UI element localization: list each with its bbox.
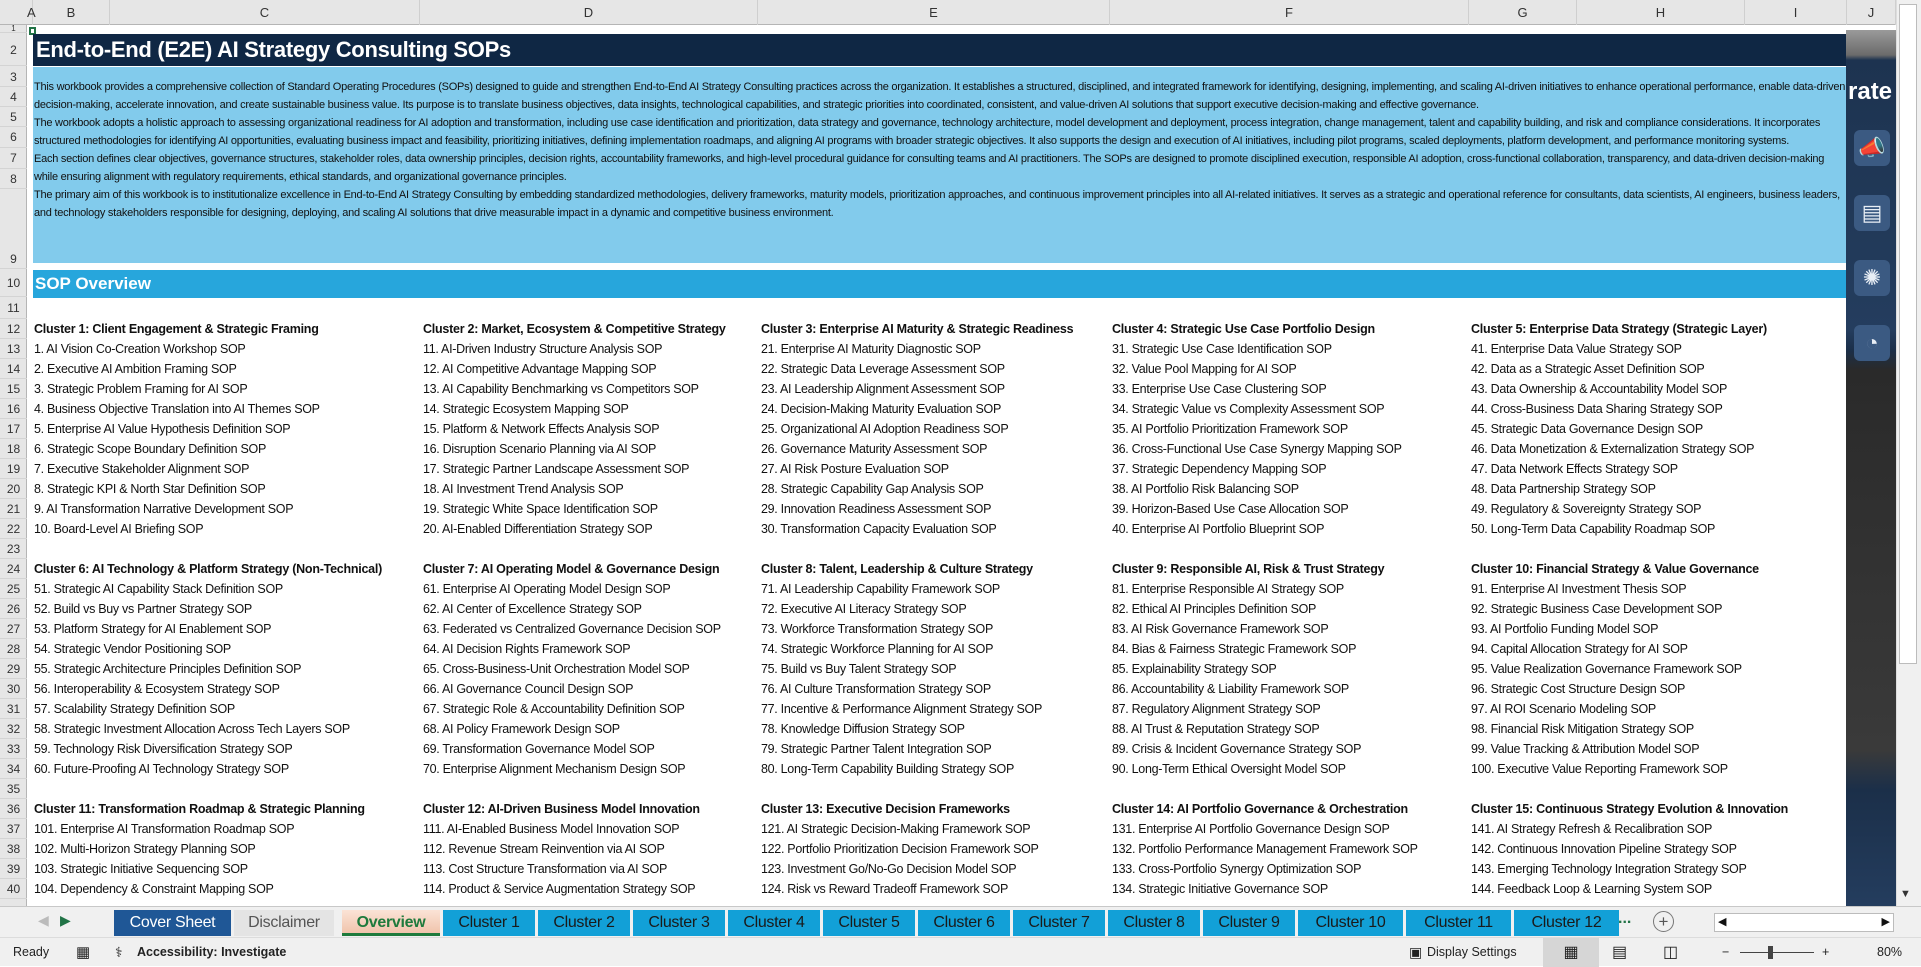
column-headers <box>0 0 1896 25</box>
scroll-left-icon[interactable]: ◀ <box>1718 916 1727 928</box>
sop-list-item[interactable]: 96. Strategic Cost Structure Design SOP <box>1471 682 1686 696</box>
sop-list-item[interactable]: 75. Build vs Buy Talent Strategy SOP <box>761 662 957 676</box>
prev-sheet-icon[interactable]: ◀ <box>38 912 49 928</box>
sop-list-item[interactable]: 64. AI Decision Rights Framework SOP <box>423 642 631 656</box>
row-header[interactable]: 7 <box>0 148 27 169</box>
cluster-heading: Cluster 2: Market, Ecosystem & Competitive Strategy <box>423 322 726 336</box>
sop-list-item[interactable]: 19. Strategic White Space Identification SOP <box>423 502 658 516</box>
row-header[interactable]: 13 <box>0 339 27 359</box>
status-ready: Ready <box>13 945 50 959</box>
row-header[interactable]: 32 <box>0 719 27 739</box>
sheet-tab-cluster-11[interactable]: Cluster 11 <box>1406 910 1511 936</box>
horizontal-scrollbar[interactable] <box>1714 913 1894 932</box>
sop-list-item[interactable]: 14. Strategic Ecosystem Mapping SOP <box>423 402 629 416</box>
sop-list-item[interactable]: 17. Strategic Partner Landscape Assessment SOP <box>423 462 690 476</box>
sop-list-item[interactable]: 28. Strategic Capability Gap Analysis SOP <box>761 482 984 496</box>
sop-list-item[interactable]: 39. Horizon-Based Use Case Allocation SOP <box>1112 502 1349 516</box>
sop-list-item[interactable]: 21. Enterprise AI Maturity Diagnostic SOP <box>761 342 981 356</box>
column-header[interactable]: E <box>758 0 1110 25</box>
sop-list-item[interactable]: 5. Enterprise AI Value Hypothesis Definition SOP <box>34 422 291 436</box>
row-header[interactable]: 5 <box>0 107 27 127</box>
column-header[interactable]: B <box>33 0 110 25</box>
row-header[interactable]: 24 <box>0 559 27 579</box>
sop-list-item[interactable]: 76. AI Culture Transformation Strategy SOP <box>761 682 991 696</box>
sop-list-item[interactable]: 54. Strategic Vendor Positioning SOP <box>34 642 231 656</box>
row-header[interactable]: 36 <box>0 799 27 819</box>
sop-list-item[interactable]: 94. Capital Allocation Strategy for AI SOP <box>1471 642 1688 656</box>
sop-list-item[interactable]: 44. Cross-Business Data Sharing Strategy SOP <box>1471 402 1723 416</box>
sop-list-item[interactable]: 131. Enterprise AI Portfolio Governance Design SOP <box>1112 822 1390 836</box>
sop-list-item[interactable]: 20. AI-Enabled Differentiation Strategy SOP <box>423 522 653 536</box>
cluster-heading: Cluster 9: Responsible AI, Risk & Trust Strategy <box>1112 562 1385 576</box>
row-header[interactable]: 12 <box>0 319 27 339</box>
description-paragraph: The primary aim of this workbook is to institutionalize excellence in End-to-End AI Strategy Consulting by embedding standardized methodologies, delivery frameworks, maturity models, prioritization approaches, and continuous improvement principles into all AI-related initiatives. It serves as a strategic and operational reference for consultants, data scientists, AI engineers, business leaders, and technology stakeholders responsible for designing, deploying, and scaling AI solutions that drive measurable impact in a dynamic and competitive business environment. <box>34 189 1840 219</box>
sheet-tab-cluster-3[interactable]: Cluster 3 <box>633 910 725 936</box>
sop-list-item[interactable]: 83. AI Risk Governance Framework SOP <box>1112 622 1329 636</box>
cover-image <box>1846 30 1896 906</box>
sop-list-item[interactable]: 35. AI Portfolio Prioritization Framework SOP <box>1112 422 1348 436</box>
row-header[interactable]: 33 <box>0 739 27 759</box>
row-header[interactable]: 38 <box>0 839 27 859</box>
sop-list-item[interactable]: 2. Executive AI Ambition Framing SOP <box>34 362 237 376</box>
cluster-heading: Cluster 8: Talent, Leadership & Culture Strategy <box>761 562 1033 576</box>
sop-list-item[interactable]: 18. AI Investment Trend Analysis SOP <box>423 482 624 496</box>
row-header[interactable]: 35 <box>0 779 27 799</box>
sop-list-item[interactable]: 74. Strategic Workforce Planning for AI SOP <box>761 642 994 656</box>
column-header[interactable]: J <box>1847 0 1896 25</box>
sop-list-item[interactable]: 80. Long-Term Capability Building Strategy SOP <box>761 762 1015 776</box>
sop-list-item[interactable]: 100. Executive Value Reporting Framework SOP <box>1471 762 1728 776</box>
cluster-heading: Cluster 1: Client Engagement & Strategic Framing <box>34 322 319 336</box>
sheet-tab-cluster-10[interactable]: Cluster 10 <box>1298 910 1403 936</box>
sop-list-item[interactable]: 103. Strategic Initiative Sequencing SOP <box>34 862 248 876</box>
row-header[interactable]: 20 <box>0 479 27 499</box>
sheet-tab-overview[interactable]: Overview <box>342 910 440 936</box>
scroll-down-arrow-icon[interactable]: ▼ <box>1900 888 1911 900</box>
sop-list-item[interactable]: 141. AI Strategy Refresh & Recalibration SOP <box>1471 822 1713 836</box>
scroll-right-icon[interactable]: ▶ <box>1881 916 1890 928</box>
sop-overview-heading: SOP Overview <box>33 270 1846 298</box>
sop-list-item[interactable]: 45. Strategic Data Governance Design SOP <box>1471 422 1703 436</box>
sop-list-item[interactable]: 95. Value Realization Governance Framework SOP <box>1471 662 1742 676</box>
row-header[interactable]: 40 <box>0 879 27 899</box>
sop-list-item[interactable]: 72. Executive AI Literacy Strategy SOP <box>761 602 967 616</box>
more-tabs-button[interactable]: ... <box>1618 910 1632 927</box>
sop-list-item[interactable]: 66. AI Governance Council Design SOP <box>423 682 634 696</box>
sheet-tab-cluster-1[interactable]: Cluster 1 <box>443 910 535 936</box>
sop-list-item[interactable]: 55. Strategic Architecture Principles Definition SOP <box>34 662 302 676</box>
cluster-heading: Cluster 7: AI Operating Model & Governance Design <box>423 562 720 576</box>
sop-list-item[interactable]: 27. AI Risk Posture Evaluation SOP <box>761 462 949 476</box>
sop-list-item[interactable]: 7. Executive Stakeholder Alignment SOP <box>34 462 250 476</box>
sheet-tab-bar <box>0 906 1921 937</box>
sop-list-item[interactable]: 132. Portfolio Performance Management Framework SOP <box>1112 842 1418 856</box>
sop-list-item[interactable]: 52. Build vs Buy vs Partner Strategy SOP <box>34 602 252 616</box>
sop-list-item[interactable]: 93. AI Portfolio Funding Model SOP <box>1471 622 1659 636</box>
sop-list-item[interactable]: 15. Platform & Network Effects Analysis SOP <box>423 422 660 436</box>
sheet-tab-cluster-2[interactable]: Cluster 2 <box>538 910 630 936</box>
row-header[interactable]: 26 <box>0 599 27 619</box>
brain-icon: ✺ <box>1854 260 1890 296</box>
page-break-view-icon[interactable]: ◫ <box>1663 944 1679 961</box>
sheet-tab-cover-sheet[interactable]: Cover Sheet <box>114 910 231 936</box>
row-header[interactable]: 30 <box>0 679 27 699</box>
row-header[interactable]: 17 <box>0 419 27 439</box>
row-header[interactable]: 2 <box>0 34 27 66</box>
sop-list-item[interactable]: 133. Cross-Portfolio Synergy Optimization SOP <box>1112 862 1362 876</box>
sop-list-item[interactable]: 142. Continuous Innovation Pipeline Strategy SOP <box>1471 842 1737 856</box>
row-header[interactable]: 28 <box>0 639 27 659</box>
sop-list-item[interactable]: 37. Strategic Dependency Mapping SOP <box>1112 462 1327 476</box>
row-header[interactable]: 31 <box>0 699 27 719</box>
cluster-heading: Cluster 14: AI Portfolio Governance & Orchestration <box>1112 802 1408 816</box>
sop-list-item[interactable]: 6. Strategic Scope Boundary Definition SOP <box>34 442 266 456</box>
cluster-heading: Cluster 15: Continuous Strategy Evolution & Innovation <box>1471 802 1789 816</box>
sop-list-item[interactable]: 97. AI ROI Scenario Modeling SOP <box>1471 702 1656 716</box>
sop-list-item[interactable]: 11. AI-Driven Industry Structure Analysis SOP <box>423 342 663 356</box>
row-header[interactable]: 39 <box>0 859 27 879</box>
sheet-tab-cluster-12[interactable]: Cluster 12 <box>1514 910 1619 936</box>
sop-list-item[interactable]: 32. Value Pool Mapping for AI SOP <box>1112 362 1297 376</box>
sop-list-item[interactable]: 4. Business Objective Translation into AI Themes SOP <box>34 402 320 416</box>
sop-list-item[interactable]: 24. Decision-Making Maturity Evaluation SOP <box>761 402 1001 416</box>
sop-list-item[interactable]: 46. Data Monetization & Externalization Strategy SOP <box>1471 442 1755 456</box>
sheet-tab-cluster-4[interactable]: Cluster 4 <box>728 910 820 936</box>
sop-list-item[interactable]: 144. Feedback Loop & Learning System SOP <box>1471 882 1712 896</box>
sop-list-item[interactable]: 71. AI Leadership Capability Framework SOP <box>761 582 1000 596</box>
sop-list-item[interactable]: 113. Cost Structure Transformation via AI SOP <box>423 862 668 876</box>
sop-list-item[interactable]: 92. Strategic Business Case Development SOP <box>1471 602 1723 616</box>
row-header[interactable]: 22 <box>0 519 27 539</box>
sop-list-item[interactable]: 30. Transformation Capacity Evaluation SOP <box>761 522 997 536</box>
sop-list-item[interactable]: 81. Enterprise Responsible AI Strategy SOP <box>1112 582 1344 596</box>
sop-list-item[interactable]: 13. AI Capability Benchmarking vs Competitors SOP <box>423 382 699 396</box>
row-header[interactable]: 34 <box>0 759 27 779</box>
column-header[interactable]: C <box>110 0 420 25</box>
sop-list-item[interactable]: 61. Enterprise AI Operating Model Design SOP <box>423 582 671 596</box>
sop-list-item[interactable]: 40. Enterprise AI Portfolio Blueprint SOP <box>1112 522 1325 536</box>
sop-list-item[interactable]: 143. Emerging Technology Integration Strategy SOP <box>1471 862 1747 876</box>
sop-list-item[interactable]: 34. Strategic Value vs Complexity Assessment SOP <box>1112 402 1385 416</box>
sop-list-item[interactable]: 38. AI Portfolio Risk Balancing SOP <box>1112 482 1299 496</box>
head-gear-icon: ◔ <box>1854 325 1890 361</box>
normal-view-icon[interactable]: ▦ <box>1543 938 1599 967</box>
accessibility-status[interactable]: Accessibility: Investigate <box>137 945 287 959</box>
sop-list-item[interactable]: 41. Enterprise Data Value Strategy SOP <box>1471 342 1682 356</box>
sop-list-item[interactable]: 48. Data Partnership Strategy SOP <box>1471 482 1656 496</box>
sop-list-item[interactable]: 121. AI Strategic Decision-Making Framework SOP <box>761 822 1031 836</box>
sop-list-item[interactable]: 8. Strategic KPI & North Star Definition SOP <box>34 482 266 496</box>
sop-list-item[interactable]: 90. Long-Term Ethical Oversight Model SOP <box>1112 762 1346 776</box>
row-header[interactable]: 16 <box>0 399 27 419</box>
sheet-tab-cluster-9[interactable]: Cluster 9 <box>1203 910 1295 936</box>
sop-list-item[interactable]: 99. Value Tracking & Attribution Model SOP <box>1471 742 1700 756</box>
sop-list-item[interactable]: 33. Enterprise Use Case Clustering SOP <box>1112 382 1327 396</box>
image-caption: rate <box>1848 78 1893 105</box>
cluster-heading: Cluster 13: Executive Decision Frameworks <box>761 802 1010 816</box>
row-header[interactable]: 9 <box>0 189 27 269</box>
sop-list-item[interactable]: 123. Investment Go/No-Go Decision Model SOP <box>761 862 1017 876</box>
row-header[interactable]: 37 <box>0 819 27 839</box>
sop-list-item[interactable]: 47. Data Network Effects Strategy SOP <box>1471 462 1678 476</box>
row-header[interactable]: 1 <box>0 25 27 33</box>
sop-list-item[interactable]: 51. Strategic AI Capability Stack Definition SOP <box>34 582 283 596</box>
row-header[interactable]: 23 <box>0 539 27 559</box>
display-settings-button[interactable]: Display Settings <box>1427 945 1517 959</box>
sop-list-item[interactable]: 3. Strategic Problem Framing for AI SOP <box>34 382 248 396</box>
sop-list-item[interactable]: 134. Strategic Initiative Governance SOP <box>1112 882 1328 896</box>
sop-list-item[interactable]: 16. Disruption Scenario Planning via AI SOP <box>423 442 657 456</box>
sop-list-item[interactable]: 91. Enterprise AI Investment Thesis SOP <box>1471 582 1687 596</box>
new-sheet-icon[interactable]: + <box>1653 911 1674 932</box>
accessibility-icon[interactable]: ⚕ <box>115 944 123 960</box>
sop-list-item[interactable]: 10. Board-Level AI Briefing SOP <box>34 522 204 536</box>
sop-list-item[interactable]: 59. Technology Risk Diversification Strategy SOP <box>34 742 293 756</box>
sop-list-item[interactable]: 50. Long-Term Data Capability Roadmap SOP <box>1471 522 1716 536</box>
zoom-in-button[interactable]: + <box>1822 945 1830 959</box>
row-header[interactable]: 15 <box>0 379 27 399</box>
sop-list-item[interactable]: 89. Crisis & Incident Governance Strategy SOP <box>1112 742 1362 756</box>
sop-list-item[interactable]: 49. Regulatory & Sovereignty Strategy SOP <box>1471 502 1702 516</box>
column-header[interactable]: F <box>1110 0 1469 25</box>
row-header[interactable]: 25 <box>0 579 27 599</box>
zoom-level[interactable]: 80% <box>1877 945 1903 959</box>
sop-list-item[interactable]: 42. Data as a Strategic Asset Definition SOP <box>1471 362 1705 376</box>
sop-list-item[interactable]: 31. Strategic Use Case Identification SOP <box>1112 342 1332 356</box>
workbook-description <box>33 67 1846 263</box>
row-headers <box>0 25 27 906</box>
megaphone-icon: 📣 <box>1854 130 1890 166</box>
cluster-heading: Cluster 10: Financial Strategy & Value Governance <box>1471 562 1759 576</box>
row-header[interactable]: 8 <box>0 169 27 189</box>
sop-list-item[interactable]: 56. Interoperability & Ecosystem Strategy SOP <box>34 682 280 696</box>
sop-list-item[interactable]: 36. Cross-Functional Use Case Synergy Mapping SOP <box>1112 442 1402 456</box>
sop-list-item[interactable]: 101. Enterprise AI Transformation Roadmap SOP <box>34 822 295 836</box>
page-title: End-to-End (E2E) AI Strategy Consulting SOPs <box>33 34 1846 66</box>
sop-list-item[interactable]: 114. Product & Service Augmentation Strategy SOP <box>423 882 696 896</box>
row-header[interactable]: 29 <box>0 659 27 679</box>
macro-record-icon[interactable]: ▦ <box>76 944 91 961</box>
sop-list-item[interactable]: 86. Accountability & Liability Framework SOP <box>1112 682 1349 696</box>
vertical-scroll-thumb[interactable] <box>1899 4 1917 664</box>
sop-list-item[interactable]: 70. Enterprise Alignment Mechanism Design SOP <box>423 762 686 776</box>
zoom-slider[interactable] <box>1740 952 1814 953</box>
sop-list-item[interactable]: 87. Regulatory Alignment Strategy SOP <box>1112 702 1321 716</box>
sop-list-item[interactable]: 111. AI-Enabled Business Model Innovation SOP <box>423 822 680 836</box>
sop-list-item[interactable]: 9. AI Transformation Narrative Development SOP <box>34 502 294 516</box>
cluster-heading: Cluster 4: Strategic Use Case Portfolio Design <box>1112 322 1375 336</box>
sop-list-item[interactable]: 43. Data Ownership & Accountability Model SOP <box>1471 382 1728 396</box>
sop-list-item[interactable]: 63. Federated vs Centralized Governance Decision SOP <box>423 622 721 636</box>
zoom-slider-thumb[interactable] <box>1768 946 1773 959</box>
row-header[interactable]: 6 <box>0 127 27 148</box>
sop-list-item[interactable]: 23. AI Leadership Alignment Assessment SOP <box>761 382 1005 396</box>
row-header[interactable]: 21 <box>0 499 27 519</box>
row-header[interactable]: 3 <box>0 67 27 87</box>
row-header[interactable]: 27 <box>0 619 27 639</box>
sop-list-item[interactable]: 29. Innovation Readiness Assessment SOP <box>761 502 992 516</box>
tablet-icon: ▤ <box>1854 195 1890 231</box>
page-layout-view-icon[interactable]: ▤ <box>1612 944 1628 961</box>
column-header[interactable]: I <box>1745 0 1847 25</box>
row-header[interactable]: 11 <box>0 297 27 319</box>
row-header[interactable]: 10 <box>0 270 27 297</box>
row-header[interactable]: 19 <box>0 459 27 479</box>
description-paragraph: This workbook provides a comprehensive collection of Standard Operating Procedures (SOPs) designed to guide and strengthen End-to-End AI Strategy Consulting practices across the organization. It establishes a structured, disciplined, and integrated framework for identifying, designing, implementing, and scaling AI-driven initiatives to enhance operational performance, enable data-driven decision-making, accelerate innovation, and create sustainable business value. Its purpose is to translate business objectives, data insights, technological capabilities, and strategic priorities into coordinated, consistent, and value-driven AI solutions that support executive decision-making and effective governance. <box>34 81 1846 111</box>
cluster-heading: Cluster 12: AI-Driven Business Model Innovation <box>423 802 700 816</box>
sop-list-item[interactable]: 22. Strategic Data Leverage Assessment SOP <box>761 362 1005 376</box>
sop-list-item[interactable]: 26. Governance Maturity Assessment SOP <box>761 442 988 456</box>
sop-list-item[interactable]: 12. AI Competitive Advantage Mapping SOP <box>423 362 657 376</box>
sop-list-item[interactable]: 104. Dependency & Constraint Mapping SOP <box>34 882 274 896</box>
sop-list-item[interactable]: 25. Organizational AI Adoption Readiness SOP <box>761 422 1009 436</box>
column-header[interactable]: A <box>27 0 33 25</box>
sop-list-item[interactable]: 77. Incentive & Performance Alignment Strategy SOP <box>761 702 1042 716</box>
cluster-heading: Cluster 6: AI Technology & Platform Strategy (Non-Technical) <box>34 562 383 576</box>
description-paragraph: Each section defines clear objectives, governance structures, stakeholder roles, data ownership principles, decision rights, accountability frameworks, and high-level procedural guidance for consulting teams and AI practitioners. The SOPs are designed to promote disciplined execution, responsible AI adoption, cross-functional collaboration, transparency, and data-driven decision-making while ensuring alignment with regulatory requirements, ethical standards, and organizational governance principles. <box>34 153 1825 183</box>
sop-list-item[interactable]: 68. AI Policy Framework Design SOP <box>423 722 620 736</box>
sop-list-item[interactable]: 65. Cross-Business-Unit Orchestration Model SOP <box>423 662 690 676</box>
row-header[interactable]: 4 <box>0 87 27 107</box>
sheet-tab-cluster-6[interactable]: Cluster 6 <box>918 910 1010 936</box>
sop-list-item[interactable]: 84. Bias & Fairness Strategic Framework SOP <box>1112 642 1357 656</box>
cluster-heading: Cluster 3: Enterprise AI Maturity & Strategic Readiness <box>761 322 1074 336</box>
sop-list-item[interactable]: 69. Transformation Governance Model SOP <box>423 742 655 756</box>
sop-list-item[interactable]: 98. Financial Risk Mitigation Strategy SOP <box>1471 722 1694 736</box>
sop-list-item[interactable]: 58. Strategic Investment Allocation Across Tech Layers SOP <box>34 722 350 736</box>
row-header[interactable]: 14 <box>0 359 27 379</box>
next-sheet-icon[interactable]: ▶ <box>60 912 71 928</box>
sop-list-item[interactable]: 73. Workforce Transformation Strategy SOP <box>761 622 994 636</box>
sop-list-item[interactable]: 124. Risk vs Reward Tradeoff Framework SOP <box>761 882 1008 896</box>
status-bar <box>0 937 1921 966</box>
sop-list-item[interactable]: 57. Scalability Strategy Definition SOP <box>34 702 235 716</box>
display-settings-icon[interactable]: ▣ <box>1409 944 1423 960</box>
column-header[interactable]: D <box>420 0 758 25</box>
sheet-tab-cluster-5[interactable]: Cluster 5 <box>823 910 915 936</box>
description-paragraph: The workbook adopts a holistic approach to assessing organizational readiness for AI adoption and transformation, including use case identification and prioritization, data strategy and governance, technology architecture, model development and deployment, process integration, change management, talent and capability building, and risk and compliance considerations. It incorporates structured methodologies for identifying AI opportunities, evaluating business impact and feasibility, prioritizing initiatives, defining implementation roadmaps, and aligning AI programs with broader strategic objectives. It also supports the design and execution of AI initiatives, including pilot programs, scaled deployments, platform development, and performance monitoring systems. <box>34 117 1821 147</box>
sop-list-item[interactable]: 112. Revenue Stream Reinvention via AI SOP <box>423 842 665 856</box>
cluster-heading: Cluster 11: Transformation Roadmap & Strategic Planning <box>34 802 365 816</box>
cluster-heading: Cluster 5: Enterprise Data Strategy (Strategic Layer) <box>1471 322 1767 336</box>
sheet-tab-cluster-7[interactable]: Cluster 7 <box>1013 910 1105 936</box>
zoom-out-button[interactable]: − <box>1722 945 1730 959</box>
row-header[interactable]: 18 <box>0 439 27 459</box>
sop-list-item[interactable]: 53. Platform Strategy for AI Enablement SOP <box>34 622 272 636</box>
column-header[interactable]: H <box>1577 0 1745 25</box>
column-header[interactable]: G <box>1469 0 1577 25</box>
sop-list-item[interactable]: 78. Knowledge Diffusion Strategy SOP <box>761 722 965 736</box>
sop-list-item[interactable]: 102. Multi-Horizon Strategy Planning SOP <box>34 842 256 856</box>
sop-list-item[interactable]: 85. Explainability Strategy SOP <box>1112 662 1277 676</box>
sop-list-item[interactable]: 79. Strategic Partner Talent Integration SOP <box>761 742 992 756</box>
sheet-tab-disclaimer[interactable]: Disclaimer <box>234 910 334 936</box>
sheet-tab-cluster-8[interactable]: Cluster 8 <box>1108 910 1200 936</box>
sop-list-item[interactable]: 82. Ethical AI Principles Definition SOP <box>1112 602 1317 616</box>
sop-list-item[interactable]: 67. Strategic Role & Accountability Definition SOP <box>423 702 685 716</box>
sop-list-item[interactable]: 1. AI Vision Co-Creation Workshop SOP <box>34 342 246 356</box>
sop-list-item[interactable]: 122. Portfolio Prioritization Decision Framework SOP <box>761 842 1039 856</box>
sop-list-item[interactable]: 62. AI Center of Excellence Strategy SOP <box>423 602 642 616</box>
sop-list-item[interactable]: 60. Future-Proofing AI Technology Strategy SOP <box>34 762 289 776</box>
sop-list-item[interactable]: 88. AI Trust & Reputation Strategy SOP <box>1112 722 1320 736</box>
